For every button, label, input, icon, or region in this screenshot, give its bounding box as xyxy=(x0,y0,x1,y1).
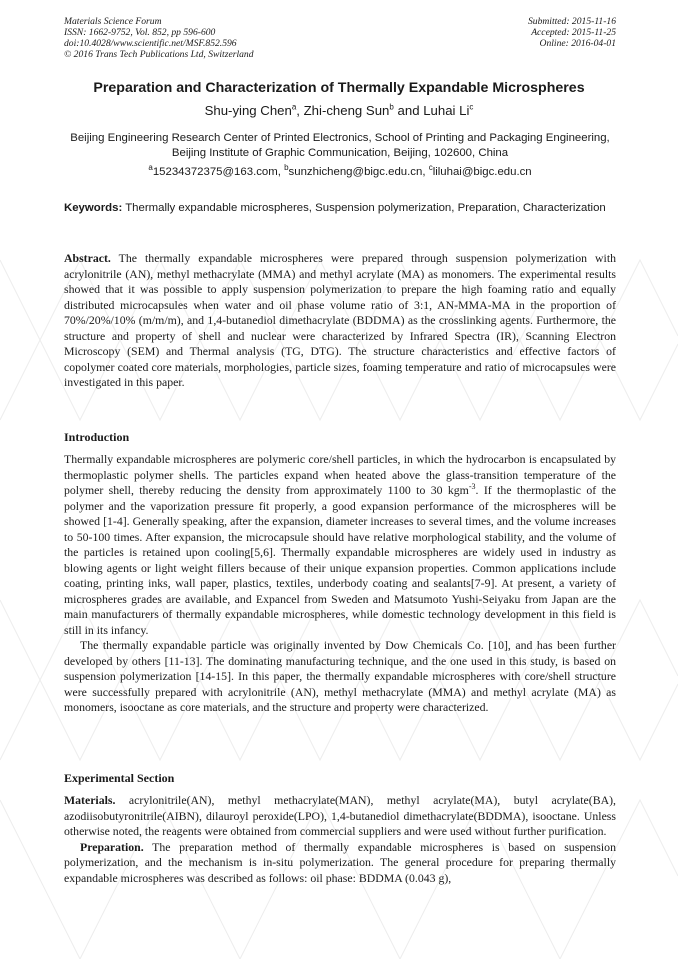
paper-title: Preparation and Characterization of Thermally Expandable Microspheres xyxy=(93,80,585,96)
doi-line: doi:10.4028/www.scientific.net/MSF.852.596 xyxy=(64,38,237,49)
preparation-paragraph xyxy=(64,840,616,887)
journal-name: Materials Science Forum xyxy=(64,16,162,27)
intro-text-b: . If the thermoplastic of the polymer and the vaporization pressure fit properly, a good expansion performance of the microspheres will be showed [1-4]. Generally speaking, after the expansion, diameter increases to several times, and the volume increases to 50-100 times. After expansion, the microcapsule should have relative morphological stability, and the volume of the particles is retained upon cooling[5,6]. Thermally expandable microspheres are widely used in industry as blowing agents or light weight fillers because of their unique expansion properties. Common applications include coating, printing inks, wall paper, plastics, textiles, underbody coating and sealants[7-9]. At present, a variety of microspheres grades are available, and Expancel from Sweden and Matsumoto Yushi-Seiyaku from Japan are the main manufacturers of thermally expandable microspheres, while domestic technology development in this field is still in its infancy. xyxy=(64,483,616,637)
introduction-paragraph-1 xyxy=(64,452,616,638)
header-left xyxy=(64,16,254,60)
keywords-text: Thermally expandable microspheres, Suspension polymerization, Preparation, Characterization xyxy=(125,202,606,214)
email-superscript: a xyxy=(148,163,153,173)
affiliation: Beijing Engineering Research Center of Printed Electronics, School of Printing and Packaging Engineering, Beijing Institute of Graphic Communication, Beijing, 102600, China xyxy=(70,132,610,159)
email-separator: , xyxy=(277,166,285,178)
author-name: Luhai Li xyxy=(423,103,470,118)
issn-line: ISSN: 1662-9752, Vol. 852, pp 596-600 xyxy=(64,27,216,38)
author-superscript: b xyxy=(389,102,394,112)
email-address[interactable]: sunzhicheng@bigc.edu.cn xyxy=(288,166,423,178)
preparation-label: Preparation. xyxy=(80,839,144,854)
email-address[interactable]: 15234372375@163.com xyxy=(152,166,278,178)
abstract-label: Abstract. xyxy=(64,251,111,265)
online-date: Online: 2016-04-01 xyxy=(539,38,616,49)
abstract-section xyxy=(64,251,616,391)
preparation-text: The preparation method of thermally expandable microspheres is based on suspension polymerization, and the mechanism is in-situ polymerization. The general procedure for preparing thermally expandable microspheres was described as follows: oil phase: BDDMA (0.043 g), xyxy=(64,839,616,885)
email-superscript: c xyxy=(428,163,433,173)
experimental-heading: Experimental Section xyxy=(64,771,175,785)
author-list xyxy=(30,103,648,118)
introduction-body xyxy=(64,452,616,716)
materials-label: Materials. xyxy=(64,793,116,807)
intro-text-a: Thermally expandable microspheres are polymeric core/shell particles, in which the hydrocarbon is encapsulated by thermoplastic polymer shells. The particles expand when heated above the glass-transition temperature of the polymer shell, thereby reducing the density from approximately 1100 to 30 kgm xyxy=(64,452,616,497)
materials-paragraph xyxy=(64,793,616,840)
keywords-label: Keywords: xyxy=(64,202,123,214)
author-separator: , xyxy=(296,103,304,118)
author-superscript: c xyxy=(469,102,474,112)
abstract-text: The thermally expandable microspheres were prepared through suspension polymerization with acrylonitrile (AN), methyl methacrylate (MMA) and methyl acrylate (MA) as monomers. The experimental results showed that it was possible to apply suspension polymerization to prepare the high foaming ratio and equally distributed microcapsules when water and oil phase volume ratio of 3:1, AN-MMA-MA in the proportion of 70%/20%/10% (m/m/m), and 1,4-butanediol dimethacrylate (BDDMA) as the crosslinking agents. Furthermore, the structure and property of shell and nuclear were characterized by Infrared Spectra (IR), Scanning Electron Microscopy (SEM) and Thermal analysis (TG, DTG). The structure characteristics and effective factors of copolymer coated core materials, morphologies, particle sizes, foaming temperature and ratio of microcapsules were investigated in this paper. xyxy=(64,251,616,389)
introduction-heading: Introduction xyxy=(64,430,130,444)
keywords-section xyxy=(64,201,616,216)
materials-text: acrylonitrile(AN), methyl methacrylate(MAN), methyl acrylate(MA), butyl acrylate(BA), azodiisobutyronitrile(AIBN), dilauroyl peroxide(LPO), 1,4-butanediol dimethacrylate(BDDMA), isooctane. Unless otherwise noted, the reagents were obtained from commercial suppliers and were used without further purification. xyxy=(64,793,616,838)
author-superscript: a xyxy=(291,102,297,112)
email-separator: , xyxy=(422,166,429,178)
author-name: Shu-ying Chen xyxy=(204,103,292,118)
email-address[interactable]: liluhai@bigc.edu.cn xyxy=(432,166,532,178)
author-separator: and xyxy=(393,103,424,118)
introduction-paragraph-2: The thermally expandable particle was originally invented by Dow Chemicals Co. [10], and has been further developed by others [11-13]. The dominating manufacturing technique, and the one used in this study, is based on suspension polymerization [14-15]. In this paper, the thermally expandable microspheres with core/shell structure were successfully prepared with acrylonitrile (AN), methyl methacrylate (MMA) and methyl acrylate (MA) as monomers, isooctane as core materials, and the structure and property were characterized. xyxy=(64,638,616,714)
unit-superscript: -3 xyxy=(468,482,476,492)
accepted-date: Accepted: 2015-11-25 xyxy=(531,27,616,38)
header-right xyxy=(528,16,616,49)
email-list xyxy=(64,163,616,178)
experimental-body xyxy=(64,793,616,886)
email-superscript: b xyxy=(284,163,289,173)
copyright-line: © 2016 Trans Tech Publications Ltd, Switzerland xyxy=(64,49,254,60)
submitted-date: Submitted: 2015-11-16 xyxy=(527,16,616,27)
author-name: Zhi-cheng Sun xyxy=(303,103,390,118)
